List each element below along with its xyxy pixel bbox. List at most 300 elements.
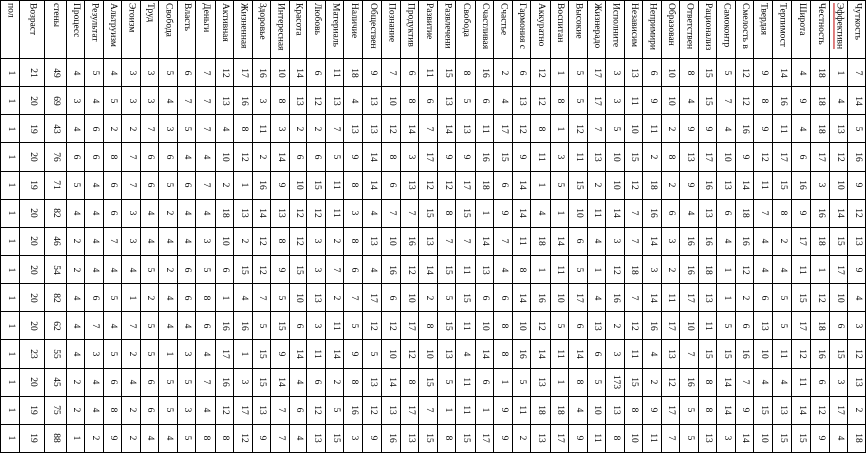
cell-value: 1 [5, 436, 16, 441]
table-cell [270, 172, 289, 199]
cell-value: 10 [386, 95, 397, 106]
cell-value: 5 [108, 351, 119, 357]
table-cell [400, 425, 419, 452]
cell-value: 14 [517, 292, 528, 303]
table-cell [698, 425, 717, 452]
table-cell [475, 312, 494, 339]
table-cell [772, 172, 791, 199]
cell-value: 7 [182, 98, 193, 104]
cell-value: 15 [461, 208, 472, 219]
table-cell [753, 369, 772, 396]
table-cell [716, 87, 735, 114]
cell-value: 2 [126, 351, 137, 357]
cell-value: 16 [238, 95, 249, 106]
table-cell [605, 115, 624, 142]
cell-value: 17 [834, 405, 845, 416]
table-cell [66, 59, 85, 86]
cell-value: 9 [108, 436, 119, 441]
cell-value: 13 [330, 95, 341, 106]
table-cell [103, 200, 122, 227]
table-cell [624, 312, 643, 339]
cell-value: 55 [50, 349, 61, 359]
table-cell [493, 340, 512, 367]
column-header [343, 1, 362, 58]
cell-value: 13 [703, 292, 714, 303]
column-header-label: Деньги [201, 3, 212, 33]
table-cell [84, 59, 103, 86]
cell-value: 16 [740, 349, 751, 359]
table-cell [512, 115, 531, 142]
table-cell [753, 172, 772, 199]
table-cell [121, 200, 140, 227]
table-cell [455, 228, 474, 255]
cell-value: 5 [555, 182, 566, 188]
column-header [772, 1, 791, 58]
cell-value: 8 [238, 126, 249, 132]
table-cell [66, 425, 85, 452]
table-cell [791, 425, 810, 452]
cell-value: 75 [50, 405, 61, 416]
table-cell [362, 256, 381, 283]
table-cell [44, 256, 66, 283]
cell-value: 16 [386, 433, 397, 444]
table-cell [829, 256, 848, 283]
cell-value: 17 [703, 152, 714, 162]
table-cell [325, 228, 344, 255]
table-cell [791, 59, 810, 86]
cell-value: 11 [592, 433, 603, 443]
table-cell [381, 312, 400, 339]
table-cell [0, 425, 19, 452]
table-cell [568, 143, 587, 170]
cell-value: 17 [480, 433, 491, 444]
table-cell [772, 397, 791, 424]
cell-value: 10 [405, 292, 416, 303]
table-cell [698, 87, 717, 114]
column-header [791, 1, 810, 58]
table-cell [84, 228, 103, 255]
cell-value: 8 [442, 210, 453, 216]
table-cell [493, 172, 512, 199]
table-cell [679, 369, 698, 396]
cell-value: 14 [647, 292, 658, 303]
table-cell [791, 397, 810, 424]
table-cell [233, 228, 252, 255]
cell-value: 3 [834, 379, 845, 385]
cell-value: 5 [555, 323, 566, 329]
cell-value: 17 [592, 67, 603, 78]
cell-value: 11 [330, 67, 341, 78]
cell-value: 18 [647, 180, 658, 190]
table-cell [44, 143, 66, 170]
table-cell [642, 312, 661, 339]
table-cell [158, 397, 177, 424]
cell-value: 16 [684, 264, 695, 275]
column-header-label: Жизненная [238, 3, 249, 49]
cell-value: 11 [647, 433, 658, 443]
cell-value: 5 [163, 70, 174, 75]
cell-value: 4 [238, 295, 249, 301]
cell-value: 16 [684, 236, 695, 247]
table-cell [624, 256, 643, 283]
table-cell [252, 369, 271, 396]
cell-value: 7 [386, 70, 397, 75]
cell-value: 5 [684, 436, 695, 441]
table-cell [362, 397, 381, 424]
table-cell [568, 59, 587, 86]
cell-value: 8 [275, 239, 286, 244]
table-cell [753, 425, 772, 452]
cell-value: 6 [498, 182, 509, 188]
cell-value: 2 [163, 210, 174, 216]
column-header [400, 1, 419, 58]
table-cell [661, 340, 680, 367]
cell-value: 14 [517, 208, 528, 219]
cell-value: 7 [498, 239, 509, 244]
cell-value: 4 [108, 267, 119, 272]
table-cell [437, 369, 456, 396]
cell-value: 6 [89, 126, 100, 132]
cell-value: 16 [610, 292, 621, 303]
table-cell [84, 256, 103, 283]
cell-value: 1 [834, 70, 845, 75]
cell-value: 4 [367, 210, 378, 216]
table-cell [530, 284, 549, 311]
cell-value: 17 [815, 152, 826, 162]
column-header [289, 1, 307, 58]
cell-value: 4 [721, 126, 732, 132]
table-cell [437, 200, 456, 227]
cell-value: 14 [330, 349, 341, 359]
cell-value: 8 [684, 70, 695, 75]
cell-value: 2 [330, 379, 341, 385]
table-cell [568, 425, 587, 452]
cell-value: 2 [647, 154, 658, 160]
table-cell [455, 256, 474, 283]
cell-value: 9 [797, 98, 808, 104]
cell-value: 16 [777, 95, 788, 106]
table-cell [84, 172, 103, 199]
cell-value: 4 [834, 436, 845, 441]
table-cell [121, 115, 140, 142]
table-cell [642, 87, 661, 114]
table-cell [19, 172, 44, 199]
cell-value: 11 [517, 405, 528, 415]
table-cell [84, 87, 103, 114]
table-cell [475, 369, 494, 396]
cell-value: 6 [293, 323, 304, 329]
cell-value: 10 [610, 180, 621, 190]
cell-value: 9 [797, 210, 808, 216]
cell-value: 8 [423, 323, 434, 329]
cell-value: 20 [27, 152, 38, 162]
table-cell [753, 59, 772, 86]
table-cell [252, 87, 271, 114]
cell-value: 5 [573, 70, 584, 75]
table-cell [121, 228, 140, 255]
table-cell [735, 425, 754, 452]
cell-value: 15 [442, 67, 453, 78]
table-cell [158, 87, 177, 114]
column-header-label: Материаль [330, 3, 341, 47]
cell-value: 12 [386, 321, 397, 331]
table-cell [289, 59, 307, 86]
cell-value: 6 [480, 379, 491, 385]
cell-value: 10 [423, 349, 434, 359]
cell-value: 1 [480, 407, 491, 413]
table-cell [121, 369, 140, 396]
table-cell [753, 312, 772, 339]
column-header-label: Образован [666, 3, 677, 46]
table-cell [233, 425, 252, 452]
table-cell [605, 397, 624, 424]
table-cell [289, 397, 307, 424]
table-cell [493, 256, 512, 283]
cell-value: 4 [145, 436, 156, 441]
cell-value: 4 [852, 295, 863, 301]
table-cell [550, 369, 569, 396]
table-cell [0, 369, 19, 396]
table-cell [475, 172, 494, 199]
cell-value: 16 [740, 236, 751, 247]
table-cell [140, 397, 159, 424]
cell-value: 6 [71, 154, 82, 160]
cell-value: 10 [592, 405, 603, 416]
cell-value: 12 [405, 264, 416, 275]
table-cell [381, 59, 400, 86]
cell-value: 16 [517, 349, 528, 359]
table-cell [753, 340, 772, 367]
cell-value: 3 [126, 70, 137, 75]
column-header-label: Труд [145, 3, 156, 23]
cell-value: 14 [405, 124, 416, 134]
table-cell [0, 228, 19, 255]
cell-value: 3 [182, 407, 193, 413]
table-cell [455, 87, 474, 114]
table-cell [418, 200, 437, 227]
table-cell [325, 87, 344, 114]
cell-value: 15 [442, 264, 453, 275]
cell-value: 4 [834, 98, 845, 104]
table-cell [679, 284, 698, 311]
table-cell [0, 59, 19, 86]
cell-value: 13 [367, 377, 378, 387]
table-cell [325, 59, 344, 86]
cell-value: 12 [311, 208, 322, 219]
cell-value: 13 [257, 405, 268, 416]
cell-value: 12 [442, 180, 453, 190]
table-cell [233, 340, 252, 367]
table-cell [475, 256, 494, 283]
table-cell [475, 200, 494, 227]
cell-value: 11 [311, 349, 322, 359]
table-cell [362, 369, 381, 396]
cell-value: 173 [610, 375, 621, 390]
cell-value: 10 [758, 433, 769, 444]
cell-value: 6 [721, 210, 732, 216]
cell-value: 13 [834, 124, 845, 134]
column-header [19, 1, 44, 58]
cell-value: 3 [238, 379, 249, 385]
column-header [195, 1, 214, 58]
cell-value: 14 [777, 67, 788, 78]
table-cell [195, 143, 214, 170]
cell-value: 15 [423, 433, 434, 444]
cell-value: 16 [852, 152, 863, 162]
table-cell [400, 369, 419, 396]
cell-value: 7 [89, 323, 100, 329]
cell-value: 46 [50, 236, 61, 247]
column-header-label: Здоровье [257, 3, 268, 40]
cell-value: 1 [238, 351, 249, 357]
table-cell [661, 59, 680, 86]
cell-value: 18 [815, 124, 826, 134]
cell-value: 7 [423, 407, 434, 413]
cell-value: 7 [201, 98, 212, 104]
cell-value: 16 [647, 208, 658, 219]
cell-value: 13 [442, 349, 453, 359]
column-header [679, 1, 698, 58]
table-cell [121, 87, 140, 114]
table-cell [810, 312, 829, 339]
cell-value: 2 [238, 239, 249, 244]
cell-value: 5 [182, 379, 193, 385]
table-cell [325, 143, 344, 170]
table-cell [270, 59, 289, 86]
table-cell [772, 87, 791, 114]
table-cell [400, 87, 419, 114]
cell-value: 13 [536, 377, 547, 387]
table-cell [215, 312, 234, 339]
table-cell [475, 87, 494, 114]
cell-value: 20 [27, 236, 38, 247]
cell-value: 3 [257, 98, 268, 104]
column-header-label: Красота [293, 3, 304, 36]
table-cell [791, 200, 810, 227]
table-cell [512, 284, 531, 311]
cell-value: 4 [684, 210, 695, 216]
cell-value: 5 [201, 267, 212, 272]
cell-value: 4 [182, 239, 193, 244]
column-header-label: Счастливая [480, 3, 491, 50]
header-row [0, 0, 866, 58]
table-row [0, 171, 866, 199]
table-cell [140, 228, 159, 255]
cell-value: 13 [758, 321, 769, 331]
cell-value: 12 [293, 208, 304, 219]
table-cell [66, 256, 85, 283]
cell-value: 3 [555, 154, 566, 160]
cell-value: 11 [330, 321, 341, 331]
column-header [233, 1, 252, 58]
column-header-label: Любовь [311, 3, 322, 35]
table-cell [512, 200, 531, 227]
table-cell [343, 59, 362, 86]
table-cell [325, 284, 344, 311]
table-cell [418, 172, 437, 199]
cell-value: 2 [145, 295, 156, 301]
cell-value: 9 [740, 407, 751, 413]
table-cell [121, 59, 140, 86]
cell-value: 15 [257, 349, 268, 359]
table-cell [0, 256, 19, 283]
cell-value: 2 [498, 70, 509, 75]
table-cell [158, 340, 177, 367]
table-cell [772, 228, 791, 255]
cell-value: 14 [721, 405, 732, 416]
cell-value: 17 [684, 292, 695, 303]
table-cell [753, 143, 772, 170]
table-cell [772, 59, 791, 86]
column-header [306, 1, 325, 58]
table-cell [215, 172, 234, 199]
table-cell [103, 284, 122, 311]
cell-value: 4 [592, 239, 603, 244]
cell-value: 14 [573, 349, 584, 359]
cell-value: 8 [108, 154, 119, 160]
cell-value: 15 [703, 67, 714, 78]
cell-value: 4 [498, 267, 509, 272]
cell-value: 18 [220, 208, 231, 219]
table-cell [177, 425, 196, 452]
cell-value: 9 [275, 351, 286, 357]
cell-value: 11 [461, 321, 472, 331]
cell-value: 2 [71, 239, 82, 244]
table-cell [829, 59, 848, 86]
cell-value: 4 [89, 239, 100, 244]
cell-value: 17 [498, 124, 509, 134]
cell-value: 10 [834, 292, 845, 303]
cell-value: 2 [108, 126, 119, 132]
table-cell [716, 397, 735, 424]
table-cell [418, 228, 437, 255]
table-cell [381, 172, 400, 199]
cell-value: 9 [257, 436, 268, 441]
table-cell [493, 87, 512, 114]
table-cell [418, 87, 437, 114]
cell-value: 13 [703, 433, 714, 444]
cell-value: 15 [257, 377, 268, 387]
cell-value: 13 [536, 433, 547, 444]
table-cell [343, 256, 362, 283]
table-cell [530, 369, 549, 396]
cell-value: 6 [386, 295, 397, 301]
table-cell [512, 312, 531, 339]
cell-value: 17 [238, 67, 249, 78]
cell-value: 7 [257, 295, 268, 301]
table-cell [512, 369, 531, 396]
cell-value: 3 [311, 239, 322, 244]
table-cell [233, 87, 252, 114]
table-cell [381, 228, 400, 255]
column-header-label: Продуктив [405, 3, 416, 47]
cell-value: 16 [257, 67, 268, 78]
cell-value: 1 [5, 267, 16, 272]
cell-value: 49 [50, 67, 61, 78]
cell-value: 6 [182, 182, 193, 188]
table-cell [270, 228, 289, 255]
table-cell [343, 143, 362, 170]
cell-value: 14 [386, 377, 397, 387]
cell-value: 8 [201, 295, 212, 301]
cell-value: 7 [330, 267, 341, 272]
table-cell [66, 143, 85, 170]
table-cell [270, 284, 289, 311]
table-cell [233, 200, 252, 227]
table-cell [343, 340, 362, 367]
table-cell [84, 369, 103, 396]
table-cell [661, 284, 680, 311]
